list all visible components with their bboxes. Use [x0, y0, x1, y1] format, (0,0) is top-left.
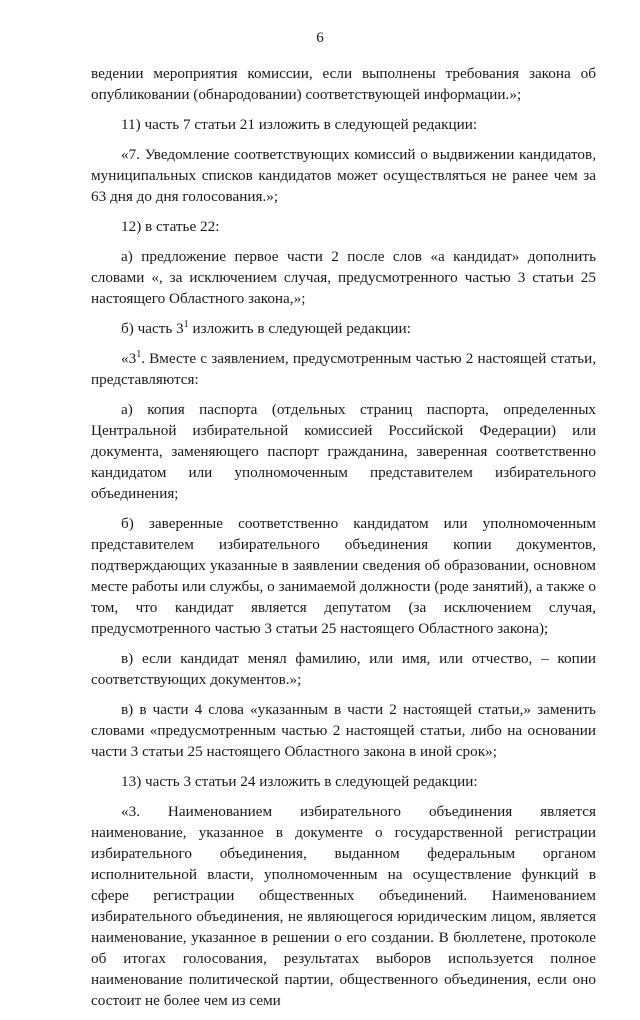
paragraph-text: изложить в следующей редакции: [188, 320, 411, 337]
paragraph-text: . Вместе с заявлением, предусмотренным частью 2 настоящей статьи, представляются: [91, 350, 596, 388]
paragraph: а) копия паспорта (отдельных страниц паспорта, определенных Центральной избирательной комиссией Российской Федерации) или документа, заменяющего паспорт гражданина, заверенная соответственно кандидатом или уполномоченным представителем избирательного объединения; [91, 401, 596, 502]
paragraph: а) предложение первое части 2 после слов «а кандидат» дополнить словами «, за исключением случая, предусмотренного частью 3 статьи 25 настоящего Областного закона,»; [91, 248, 596, 307]
paragraph: ведении мероприятия комиссии, если выполнены требования закона об опубликовании (обнародовании) соответствующей информации.»; [91, 65, 596, 103]
paragraph: в) если кандидат менял фамилию, или имя, или отчество, – копии соответствующих документов.»; [91, 650, 596, 688]
paragraph-text: б) часть 3 [121, 320, 184, 337]
paragraph: 11) часть 7 статьи 21 изложить в следующей редакции: [121, 116, 478, 133]
superscript: 1 [183, 318, 189, 330]
paragraph: 13) часть 3 статьи 24 изложить в следующей редакции: [121, 773, 478, 790]
paragraph [91, 318, 596, 339]
page-number: 6 [316, 30, 324, 46]
paragraph [91, 348, 596, 390]
paragraph: «3. Наименованием избирательного объединения является наименование, указанное в документе о государственной регистрации избирательного объединения, выданном федеральным органом исполнительной власти, уполномоченным на осуществление функций в сфере регистрации общественных объединений. Наименованием избирательного объединения, не являющегося юридическим лицом, является наименование, указанное в решении о его создании. В бюллетене, протоколе об итогах голосования, результатах выборов используется полное наименование политической партии, общественного объединения, если оно состоит не более чем из семи [91, 803, 596, 1009]
paragraph-text: «3 [121, 350, 137, 367]
paragraph: б) заверенные соответственно кандидатом или уполномоченным представителем избирательного объединения копии документов, подтверждающих указанные в заявлении сведения об образовании, основном месте работы или службы, о занимаемой должности (роде занятий), а также о том, что кандидат является депутатом (за исключением случая, предусмотренного частью 3 статьи 25 настоящего Областного закона); [91, 515, 596, 637]
document-body [91, 63, 596, 1020]
paragraph: «7. Уведомление соответствующих комиссий о выдвижении кандидатов, муниципальных списков кандидатов может осуществляться не ранее чем за 63 дня до дня голосования.»; [91, 146, 596, 205]
superscript: 1 [136, 348, 142, 360]
paragraph: 12) в статье 22: [121, 218, 220, 235]
paragraph: в) в части 4 слова «указанным в части 2 настоящей статьи,» заменить словами «предусмотренным частью 2 настоящей статьи, либо на основании части 3 статьи 25 настоящего Областного закона в иной срок»; [91, 701, 596, 760]
